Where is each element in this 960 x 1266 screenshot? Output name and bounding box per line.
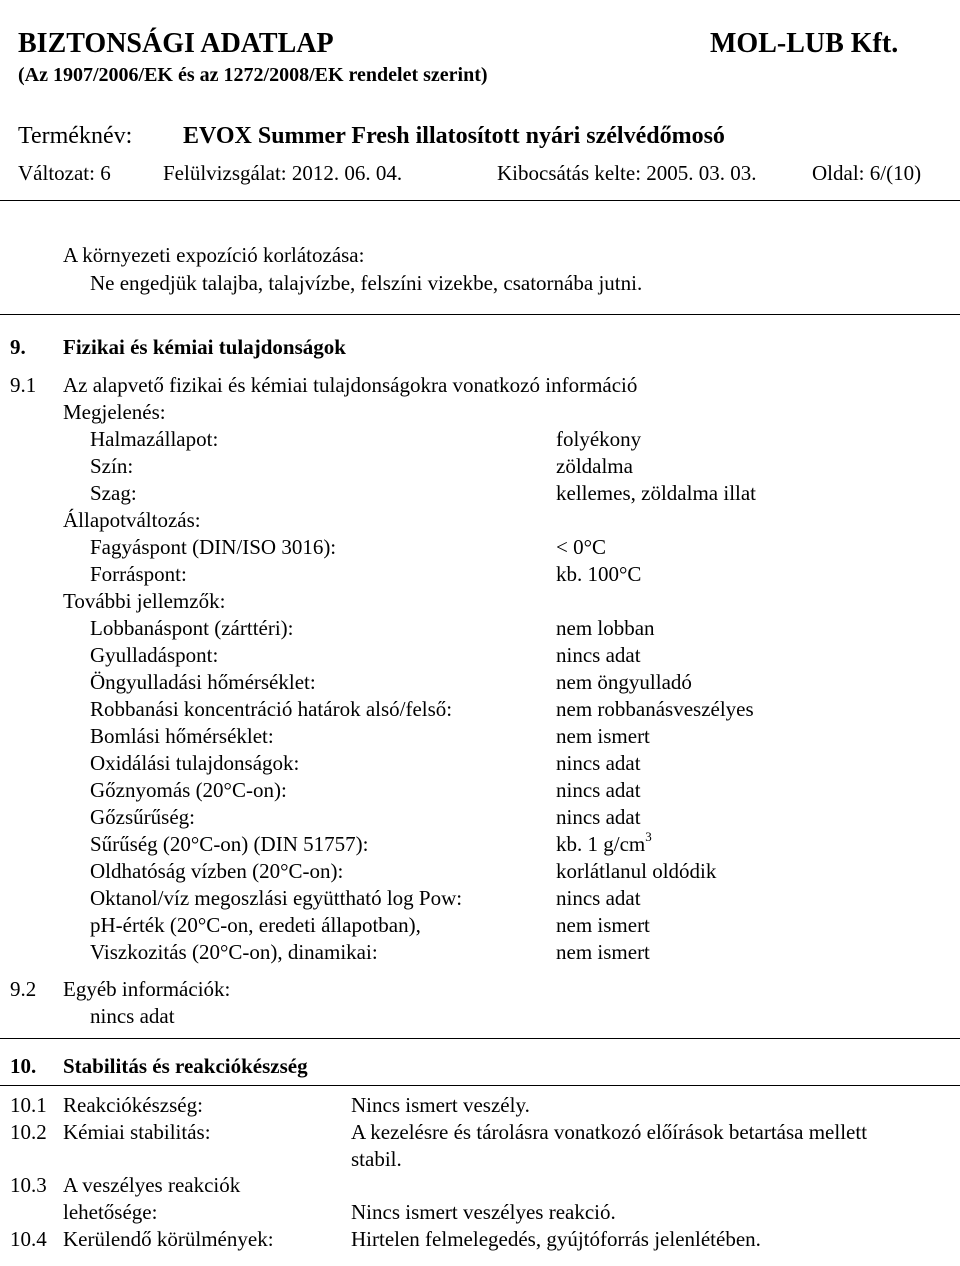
property-label: Forráspont: — [90, 562, 187, 586]
item-number: 10.3 — [10, 1173, 47, 1197]
header-divider — [0, 200, 960, 201]
revision-date: Felülvizsgálat: 2012. 06. 04. — [163, 161, 403, 185]
item-value: A kezelésre és tárolásra vonatkozó előírások betartása mellett — [351, 1120, 868, 1144]
property-value: korlátlanul oldódik — [556, 859, 717, 883]
property-label: Sűrűség (20°C-on) (DIN 51757): — [90, 832, 369, 856]
item-label: Kerülendő körülmények: — [63, 1227, 274, 1251]
property-label: Lobbanáspont (zárttéri): — [90, 616, 294, 640]
property-value: nem ismert — [556, 724, 650, 748]
section-9-2-title: Egyéb információk: — [63, 977, 231, 1001]
property-value: kellemes, zöldalma illat — [556, 481, 757, 505]
property-label: Bomlási hőmérséklet: — [90, 724, 274, 748]
property-value: nem robbanásveszélyes — [556, 697, 754, 721]
section-10-title: Stabilitás és reakciókészség — [63, 1054, 308, 1078]
page-number: Oldal: 6/(10) — [812, 161, 922, 185]
property-label: Szag: — [90, 481, 137, 505]
item-label: Reakciókészség: — [63, 1093, 203, 1117]
item-number: 10.1 — [10, 1093, 47, 1117]
item-number: 10.4 — [10, 1227, 47, 1251]
item-number: 10.2 — [10, 1120, 47, 1144]
regulation-reference: (Az 1907/2006/EK és az 1272/2008/EK rendelet szerint) — [18, 64, 488, 86]
property-value: nem ismert — [556, 913, 650, 937]
env-exposure-heading: A környezeti expozíció korlátozása: — [63, 243, 365, 267]
product-name: EVOX Summer Fresh illatosított nyári szélvédőmosó — [183, 123, 725, 149]
property-label: Gőznyomás (20°C-on): — [90, 778, 287, 802]
property-value: zöldalma — [556, 454, 633, 478]
section-9-1-number: 9.1 — [10, 373, 37, 397]
property-value: nincs adat — [556, 778, 641, 802]
density-unit-exponent: 3 — [645, 829, 652, 844]
section-divider — [0, 1038, 960, 1039]
property-label: Robbanási koncentráció határok alsó/felső: — [90, 697, 453, 721]
property-value: nincs adat — [556, 643, 641, 667]
product-name-label: Terméknév: — [18, 123, 133, 149]
property-label: Fagyáspont (DIN/ISO 3016): — [90, 535, 337, 559]
property-value: nem ismert — [556, 940, 650, 964]
property-label: Oxidálási tulajdonságok: — [90, 751, 300, 775]
env-exposure-text: Ne engedjük talajba, talajvízbe, felszíni vizekbe, csatornába jutni. — [90, 271, 643, 295]
document-title: BIZTONSÁGI ADATLAP — [18, 28, 334, 59]
section-9-1-title: Az alapvető fizikai és kémiai tulajdonságokra vonatkozó információ — [63, 373, 638, 397]
other-properties-heading: További jellemzők: — [63, 589, 226, 613]
property-label: Szín: — [90, 454, 134, 478]
property-value: nincs adat — [556, 805, 641, 829]
state-change-heading: Állapotváltozás: — [63, 508, 201, 532]
section-9-title: Fizikai és kémiai tulajdonságok — [63, 335, 346, 359]
item-value: Nincs ismert veszélyes reakció. — [351, 1200, 616, 1224]
item-label: Kémiai stabilitás: — [63, 1120, 211, 1144]
property-label: Viszkozitás (20°C-on), dinamikai: — [90, 940, 378, 964]
property-label: Öngyulladási hőmérséklet: — [90, 670, 316, 694]
item-value: Hirtelen felmelegedés, gyújtóforrás jelenlétében. — [351, 1227, 761, 1251]
property-label: Oktanol/víz megoszlási együttható log Pow: — [90, 886, 463, 910]
property-label: Halmazállapot: — [90, 427, 219, 451]
env-box-divider — [0, 314, 960, 315]
item-label: A veszélyes reakciók — [63, 1173, 241, 1197]
property-value: < 0°C — [556, 535, 606, 559]
property-value: nincs adat — [556, 886, 641, 910]
company-name: MOL-LUB Kft. — [710, 28, 899, 59]
property-value: nincs adat — [556, 751, 641, 775]
item-label-continued: lehetősége: — [63, 1200, 158, 1224]
property-label: Gyulladáspont: — [90, 643, 219, 667]
property-value: nem öngyulladó — [556, 670, 692, 694]
section-10-number: 10. — [10, 1054, 37, 1078]
property-label: pH-érték (20°C-on, eredeti állapotban), — [90, 913, 421, 937]
section-9-2-value: nincs adat — [90, 1004, 175, 1028]
issue-date: Kibocsátás kelte: 2005. 03. 03. — [497, 161, 757, 185]
section-10-rule — [0, 1085, 960, 1086]
appearance-heading: Megjelenés: — [63, 400, 166, 424]
property-value: kb. 100°C — [556, 562, 642, 586]
property-value — [556, 829, 652, 856]
item-value: Nincs ismert veszély. — [351, 1093, 530, 1117]
property-label: Oldhatóság vízben (20°C-on): — [90, 859, 344, 883]
version: Változat: 6 — [18, 161, 111, 185]
property-label: Gőzsűrűség: — [90, 805, 195, 829]
density-value: kb. 1 g/cm — [556, 832, 646, 856]
section-9-number: 9. — [10, 335, 26, 359]
item-value-continued: stabil. — [351, 1147, 402, 1171]
property-value: nem lobban — [556, 616, 655, 640]
property-value: folyékony — [556, 427, 642, 451]
section-9-2-number: 9.2 — [10, 977, 37, 1001]
